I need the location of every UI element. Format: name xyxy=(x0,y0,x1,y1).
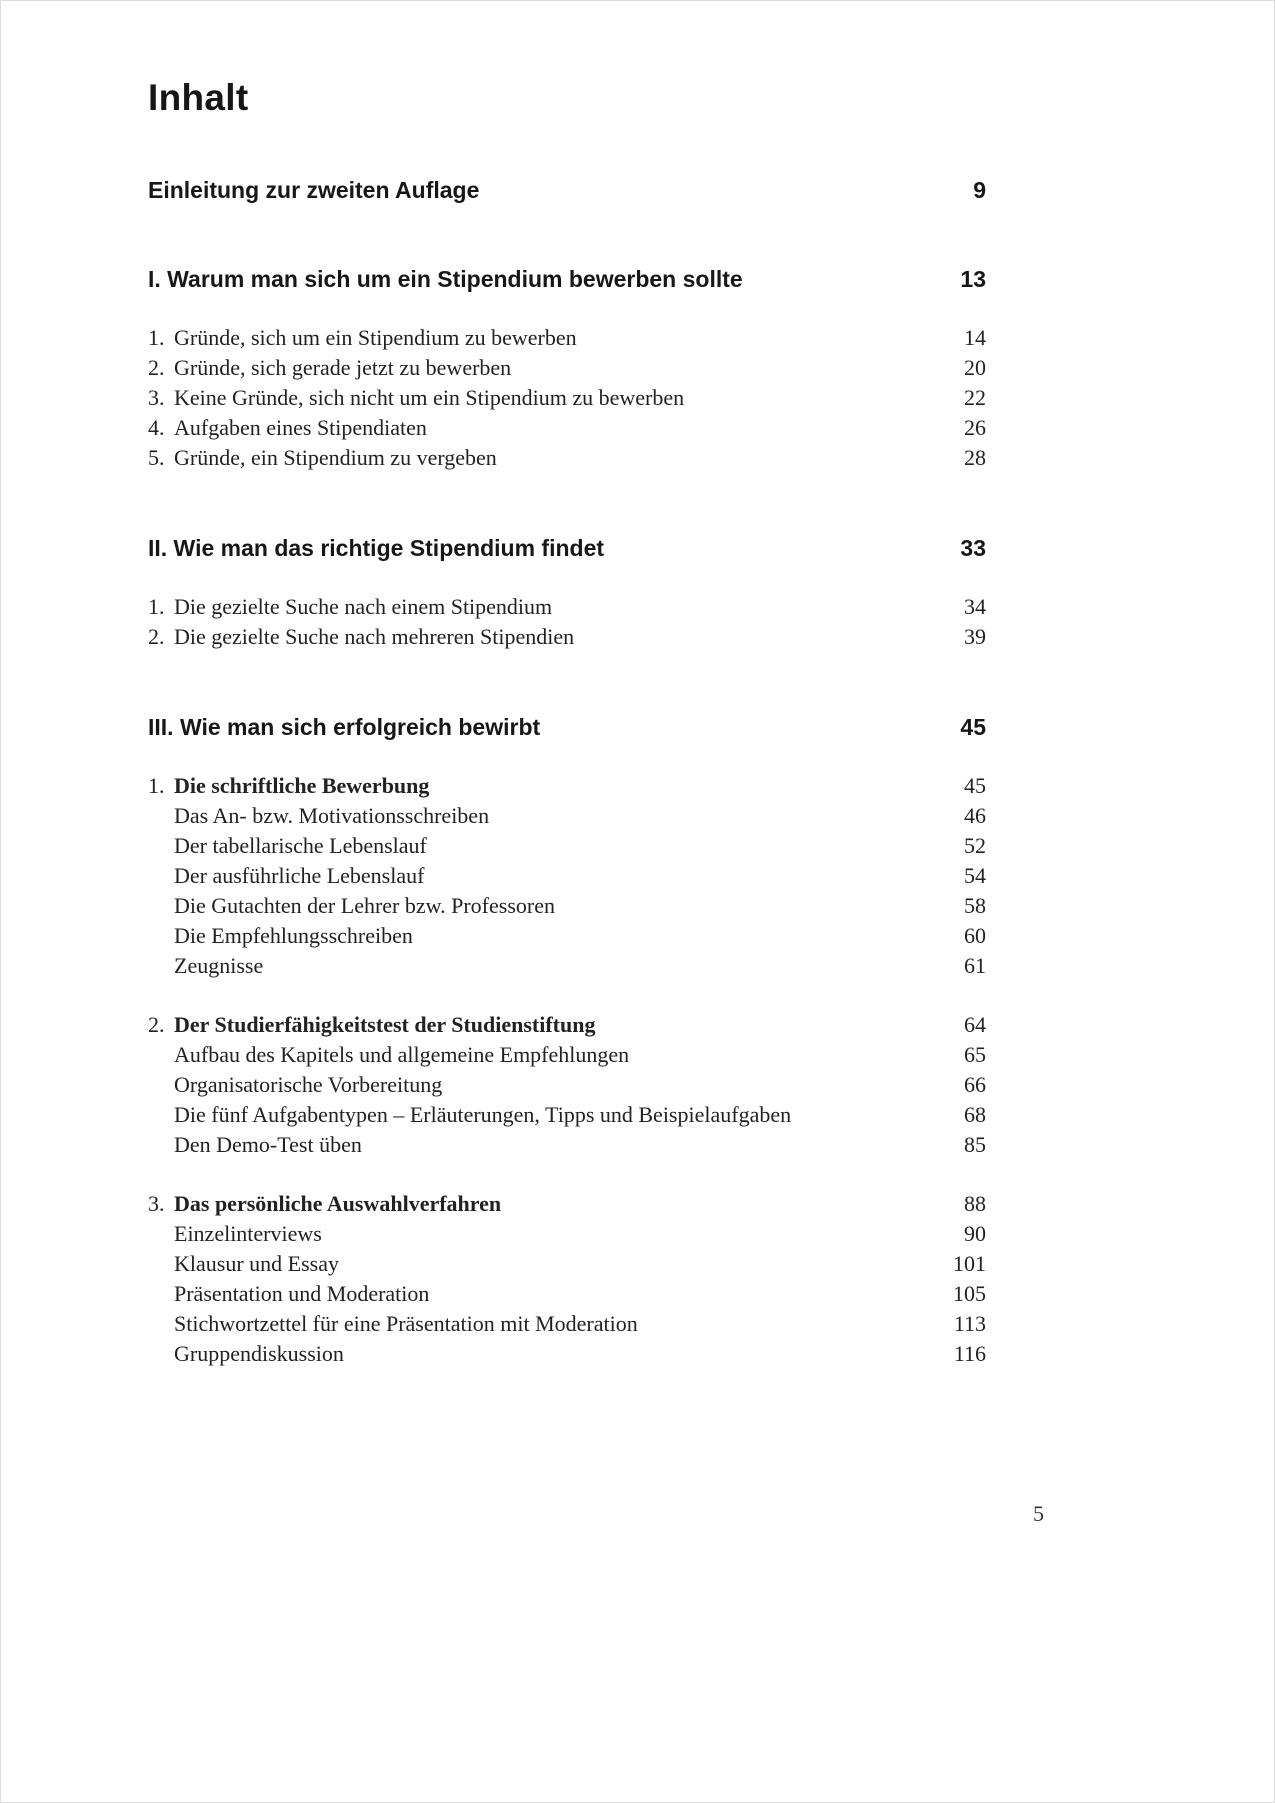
entry-page-number: 45 xyxy=(964,773,986,798)
toc-subentry xyxy=(148,1040,986,1070)
entry-number: 1. xyxy=(148,325,165,350)
toc-subentry xyxy=(148,1130,986,1160)
subentry-label: Den Demo-Test üben xyxy=(174,1132,362,1157)
entry-number: 1. xyxy=(148,773,165,798)
toc-group xyxy=(148,1010,986,1160)
subentry-label: Stichwortzettel für eine Präsentation mit Moderation xyxy=(174,1311,638,1336)
toc-subentry xyxy=(148,1279,986,1309)
page-title: Inhalt xyxy=(148,77,249,118)
toc-subentry xyxy=(148,831,986,861)
entry-number: 4. xyxy=(148,415,165,440)
toc-section-2 xyxy=(148,535,986,652)
subentry-page-number: 46 xyxy=(964,803,986,828)
subentry-label: Die fünf Aufgabentypen – Erläuterungen, Tipps und Beispielaufgaben xyxy=(174,1102,792,1127)
subentry-label: Die Empfehlungsschreiben xyxy=(174,923,413,948)
entry-label: Die schriftliche Bewerbung xyxy=(174,773,430,798)
toc-subentry xyxy=(148,1339,986,1369)
toc-subentry xyxy=(148,801,986,831)
entry-label: Die gezielte Suche nach mehreren Stipendien xyxy=(174,624,575,649)
entry-page-number: 64 xyxy=(964,1012,986,1037)
toc-subentry xyxy=(148,891,986,921)
toc-entry xyxy=(148,1010,986,1040)
subentry-label: Die Gutachten der Lehrer bzw. Professoren xyxy=(174,893,555,918)
toc-subentry xyxy=(148,951,986,981)
entry-page-number: 39 xyxy=(964,624,986,649)
subentry-page-number: 105 xyxy=(953,1281,986,1306)
subentry-page-number: 66 xyxy=(964,1072,986,1097)
entry-number: 1. xyxy=(148,594,165,619)
toc-content xyxy=(148,1,986,1369)
toc-entry xyxy=(148,323,986,353)
subentry-page-number: 65 xyxy=(964,1042,986,1067)
subentry-page-number: 60 xyxy=(964,923,986,948)
entry-number: 5. xyxy=(148,445,165,470)
section-page-number: 45 xyxy=(960,714,986,740)
subentry-page-number: 101 xyxy=(953,1251,986,1276)
subentry-page-number: 61 xyxy=(964,953,986,978)
toc-subentry xyxy=(148,1249,986,1279)
section-heading xyxy=(148,714,986,741)
toc-entry xyxy=(148,622,986,652)
subentry-page-number: 54 xyxy=(964,863,986,888)
subentry-page-number: 52 xyxy=(964,833,986,858)
toc-entry-einleitung xyxy=(148,177,986,204)
subentry-page-number: 113 xyxy=(953,1311,986,1336)
entry-page-number: 34 xyxy=(964,594,986,619)
toc-entry xyxy=(148,592,986,622)
entry-number: 2. xyxy=(148,624,165,649)
toc-group xyxy=(148,771,986,981)
entry-label: Aufgaben eines Stipendiaten xyxy=(174,415,427,440)
entry-page-number: 22 xyxy=(964,385,986,410)
entry-number: 3. xyxy=(148,1191,165,1216)
entry-page-number: 9 xyxy=(973,177,986,203)
section-heading-label: I. Warum man sich um ein Stipendium bewerben sollte xyxy=(148,266,743,292)
section-page-number: 13 xyxy=(960,266,986,292)
subentry-label: Organisatorische Vorbereitung xyxy=(174,1072,443,1097)
entry-page-number: 14 xyxy=(964,325,986,350)
subentry-page-number: 58 xyxy=(964,893,986,918)
toc-section-1 xyxy=(148,266,986,473)
entry-label: Keine Gründe, sich nicht um ein Stipendium zu bewerben xyxy=(174,385,685,410)
subentry-label: Einzelinterviews xyxy=(174,1221,322,1246)
entry-label: Der Studierfähigkeitstest der Studienstiftung xyxy=(174,1012,596,1037)
toc-subentry xyxy=(148,1309,986,1339)
toc-subentry xyxy=(148,1070,986,1100)
entry-page-number: 26 xyxy=(964,415,986,440)
section-heading-label: III. Wie man sich erfolgreich bewirbt xyxy=(148,714,541,740)
subentry-label: Der tabellarische Lebenslauf xyxy=(174,833,427,858)
entry-label: Die gezielte Suche nach einem Stipendium xyxy=(174,594,553,619)
subentry-label: Aufbau des Kapitels und allgemeine Empfehlungen xyxy=(174,1042,630,1067)
entry-page-number: 20 xyxy=(964,355,986,380)
subentry-page-number: 68 xyxy=(964,1102,986,1127)
subentry-label: Das An- bzw. Motivationsschreiben xyxy=(174,803,490,828)
subentry-page-number: 116 xyxy=(953,1341,986,1366)
toc-section-3 xyxy=(148,714,986,1369)
section-heading-label: II. Wie man das richtige Stipendium findet xyxy=(148,535,605,561)
toc-entry xyxy=(148,383,986,413)
entry-number: 2. xyxy=(148,355,165,380)
section-page-number: 33 xyxy=(960,535,986,561)
toc-subentry xyxy=(148,1219,986,1249)
toc-subentry xyxy=(148,861,986,891)
section-heading xyxy=(148,266,986,293)
entry-label: Gründe, sich gerade jetzt zu bewerben xyxy=(174,355,512,380)
entry-page-number: 28 xyxy=(964,445,986,470)
entry-page-number: 88 xyxy=(964,1191,986,1216)
toc-subentry xyxy=(148,921,986,951)
toc-entry xyxy=(148,771,986,801)
entry-label: Einleitung zur zweiten Auflage xyxy=(148,177,480,203)
toc-entry xyxy=(148,413,986,443)
entry-number: 3. xyxy=(148,385,165,410)
subentry-label: Gruppendiskussion xyxy=(174,1341,344,1366)
section-heading xyxy=(148,535,986,562)
toc-entry xyxy=(148,443,986,473)
toc-group xyxy=(148,1189,986,1369)
entry-number: 2. xyxy=(148,1012,165,1037)
subentry-page-number: 85 xyxy=(964,1132,986,1157)
subentry-label: Zeugnisse xyxy=(174,953,264,978)
subentry-label: Präsentation und Moderation xyxy=(174,1281,430,1306)
subentry-label: Der ausführliche Lebenslauf xyxy=(174,863,425,888)
footer-page-number: 5 xyxy=(1033,1501,1044,1526)
entry-label: Gründe, ein Stipendium zu vergeben xyxy=(174,445,497,470)
entry-label: Gründe, sich um ein Stipendium zu bewerben xyxy=(174,325,577,350)
toc-subentry xyxy=(148,1100,986,1130)
subentry-label: Klausur und Essay xyxy=(174,1251,339,1276)
toc-entry xyxy=(148,1189,986,1219)
toc-entry xyxy=(148,353,986,383)
subentry-page-number: 90 xyxy=(964,1221,986,1246)
entry-label: Das persönliche Auswahlverfahren xyxy=(174,1191,502,1216)
